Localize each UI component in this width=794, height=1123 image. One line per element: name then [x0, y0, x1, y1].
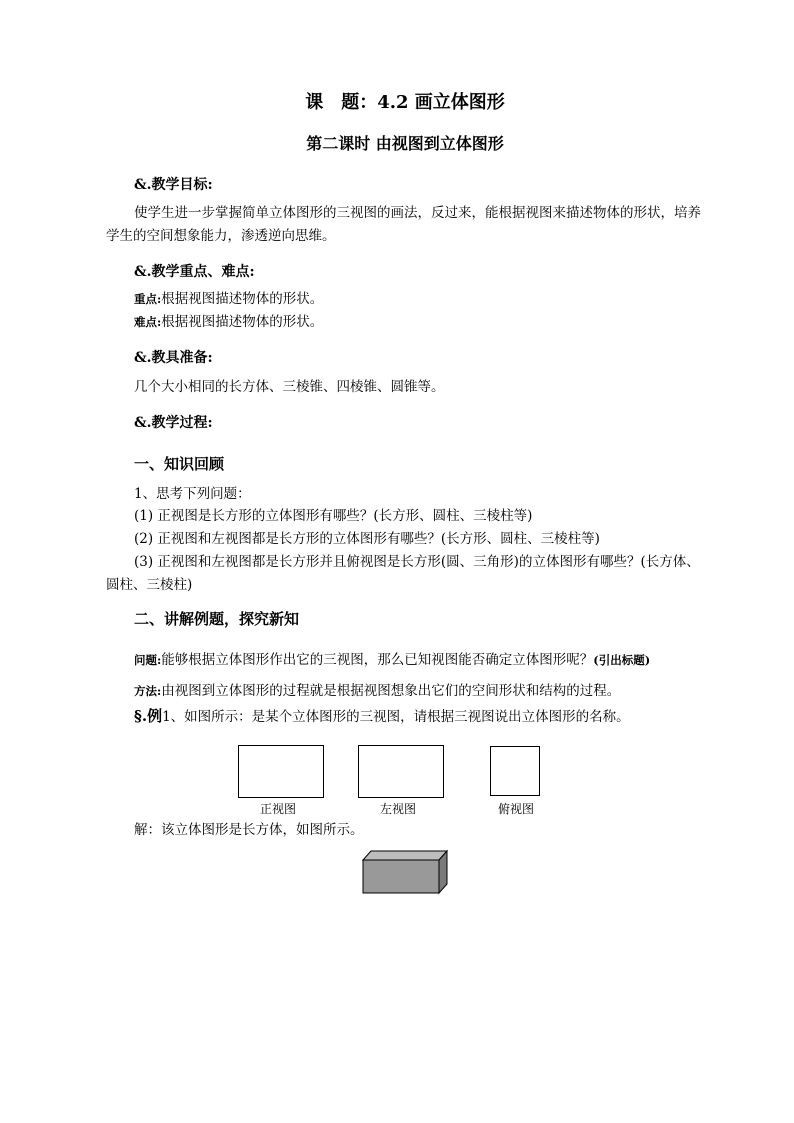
materials-text: 几个大小相同的长方体、三棱锥、四棱锥、圆锥等。 [134, 379, 445, 395]
review-q2: (2) 正视图和左视图都是长方形的立体图形有哪些？(长方形、圆柱、三棱柱等) [134, 531, 600, 547]
question-note: (引出标题) [593, 653, 651, 667]
example-text: 1、如图所示：是某个立体图形的三视图，请根据三视图说出立体图形的名称。 [162, 709, 630, 725]
question-row [134, 650, 650, 670]
section2-heading: 二、讲解例题，探究新知 [134, 610, 300, 628]
page-subtitle: 第二课时 由视图到立体图形 [306, 134, 504, 153]
section1-heading: 一、知识回顾 [134, 455, 225, 473]
review-intro: 1、思考下列问题： [134, 486, 251, 502]
example-row [134, 706, 630, 727]
goals-text: 使学生进一步掌握简单立体图形的三视图的画法，反过来，能根据视图来描述物体的形状，培养学生的空间想象能力，渗透逆向思维。 [106, 205, 701, 244]
front-view-rect [238, 745, 324, 798]
review-q1: (1) 正视图是长方形的立体图形有哪些？(长方形、圆柱、三棱柱等) [134, 508, 533, 524]
difficult-text: 根据视图描述物体的形状。 [161, 314, 324, 330]
question-label: 问题: [134, 653, 162, 667]
difficult-label: 难点: [134, 315, 162, 329]
top-view-caption: 俯视图 [498, 802, 535, 816]
question-text: 能够根据立体图形作出它的三视图，那么已知视图能否确定立体图形呢？ [161, 652, 594, 668]
example-label: §.例 [134, 707, 163, 725]
left-view-rect [358, 745, 444, 798]
process-heading: &.教学过程: [134, 415, 213, 431]
important-label: 重点: [134, 292, 162, 306]
top-view-rect [490, 746, 540, 796]
method-row [134, 681, 620, 701]
review-q3: (3) 正视图和左视图都是长方形并且俯视图是长方形(圆、三角形)的立体图形有哪些？(长方体、圆柱、三棱柱) [106, 554, 700, 593]
goals-heading: &.教学目标: [134, 177, 213, 193]
materials-heading: &.教具准备: [134, 350, 213, 366]
method-text: 由视图到立体图形的过程就是根据视图想象出它们的空间形状和结构的过程。 [161, 683, 621, 699]
cuboid-figure [355, 846, 455, 900]
difficult-row [134, 312, 323, 332]
left-view-caption: 左视图 [380, 802, 417, 816]
keypoints-heading: &.教学重点、难点: [134, 264, 255, 280]
answer-text: 解：该立体图形是长方体，如图所示。 [134, 822, 364, 838]
method-label: 方法: [134, 684, 162, 698]
important-row [134, 289, 323, 309]
important-text: 根据视图描述物体的形状。 [161, 291, 324, 307]
page-title: 课 题：4.2 画立体图形 [305, 92, 505, 113]
front-view-caption: 正视图 [260, 802, 297, 816]
